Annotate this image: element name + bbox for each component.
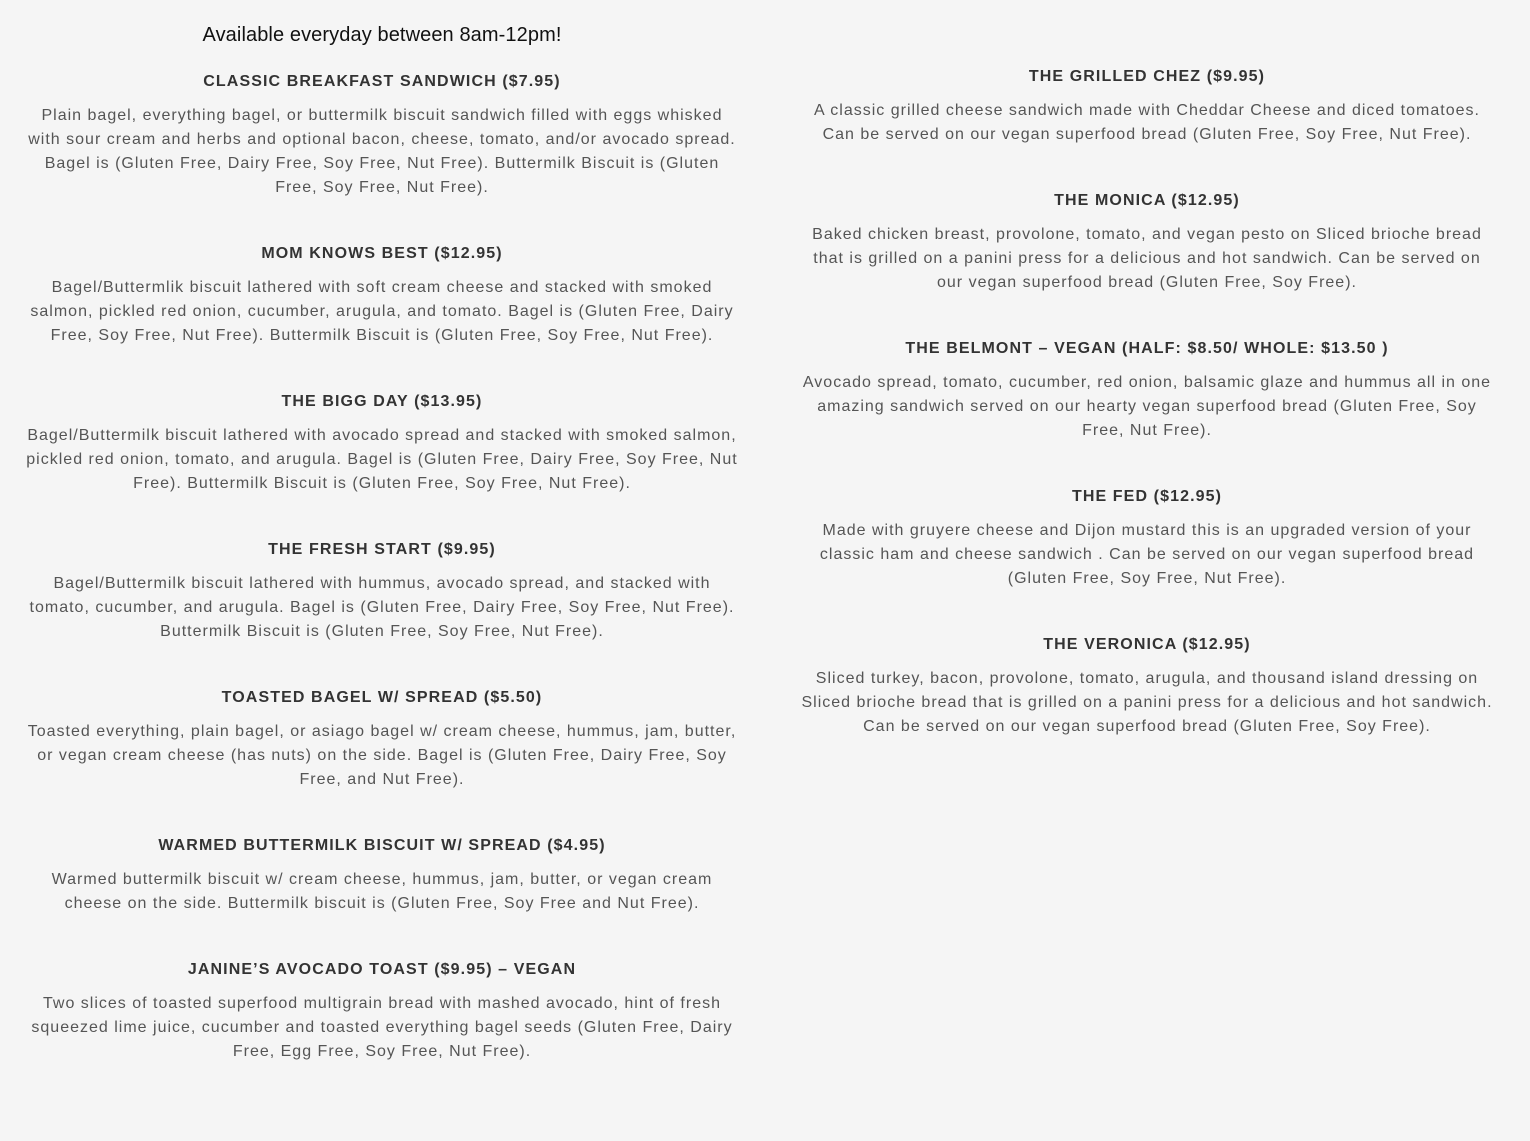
menu-item-description: Plain bagel, everything bagel, or buttermilk biscuit sandwich filled with eggs whisked with sour cream and herbs and optional bacon, cheese, tomato, and/or avocado spread. Bagel is (Gluten Free, Dairy Free, Soy Free, Nut Free). Buttermilk Biscuit is (Gluten Free, Soy Free, Nut Free). xyxy=(28,107,736,196)
menu-item-name: THE FED ($12.95) xyxy=(1071,488,1223,505)
menu-item-name: MOM KNOWS BEST ($12.95) xyxy=(261,245,503,262)
right-menu-column xyxy=(794,0,1500,781)
menu-item xyxy=(22,538,742,644)
menu-item-name: THE VERONICA ($12.95) xyxy=(1043,636,1251,653)
menu-item xyxy=(22,390,742,496)
menu-item-description: Two slices of toasted superfood multigrain bread with mashed avocado, hint of fresh squeezed lime juice, cucumber and toasted everything bagel seeds (Gluten Free, Dairy Free, Egg Free, Soy Free, Nut Free). xyxy=(31,995,733,1060)
menu-item-description: Bagel/Buttermilk biscuit lathered with avocado spread and stacked with smoked salmon, pickled red onion, tomato, and arugula. Bagel is (Gluten Free, Dairy Free, Soy Free, Nut Free). Buttermilk Biscuit is (Gluten Free, Soy Free, Nut Free). xyxy=(26,427,738,492)
menu-item-description: Bagel/Buttermilk biscuit lathered with hummus, avocado spread, and stacked with tomato, cucumber, and arugula. Bagel is (Gluten Free, Dairy Free, Soy Free, Nut Free). Buttermilk Biscuit is (Gluten Free, Soy Free, Nut Free). xyxy=(29,575,735,640)
menu-item-name: THE MONICA ($12.95) xyxy=(1054,192,1240,209)
menu-item-description: Warmed buttermilk biscuit w/ cream cheese, hummus, jam, butter, or vegan cream cheese on the side. Buttermilk biscuit is (Gluten Free, Soy Free and Nut Free). xyxy=(51,871,713,912)
menu-item-description: Sliced turkey, bacon, provolone, tomato, arugula, and thousand island dressing on Sliced brioche bread that is grilled on a panini press for a delicious and hot sandwich. Can be served on our vegan superfood bread (Gluten Free, Soy Free). xyxy=(801,670,1493,735)
menu-item-name: THE BELMONT – VEGAN (HALF: $8.50/ WHOLE: $13.50 ) xyxy=(905,340,1389,357)
menu-item-name: THE BIGG DAY ($13.95) xyxy=(281,393,483,410)
menu-item-name: WARMED BUTTERMILK BISCUIT W/ SPREAD ($4.95) xyxy=(158,837,606,854)
left-menu-column xyxy=(22,0,742,1106)
menu-item-name: THE GRILLED CHEZ ($9.95) xyxy=(1028,68,1266,85)
menu-item-name: TOASTED BAGEL W/ SPREAD ($5.50) xyxy=(221,689,543,706)
menu-item xyxy=(794,189,1500,295)
menu-item-description: Baked chicken breast, provolone, tomato, and vegan pesto on Sliced brioche bread that is grilled on a panini press for a delicious and hot sandwich. Can be served on our vegan superfood bread (Gluten Free, Soy Free). xyxy=(812,226,1482,291)
menu-item xyxy=(22,242,742,348)
menu-item xyxy=(794,65,1500,147)
menu-item xyxy=(794,337,1500,443)
menu-item-description: Made with gruyere cheese and Dijon mustard this is an upgraded version of your classic ham and cheese sandwich . Can be served on our vegan superfood bread (Gluten Free, Soy Free, Nut Free). xyxy=(819,522,1475,587)
availability-note: Available everyday between 8am-12pm! xyxy=(202,24,562,46)
menu-item-description: Bagel/Buttermlik biscuit lathered with soft cream cheese and stacked with smoked salmon, pickled red onion, cucumber, arugula, and tomato. Bagel is (Gluten Free, Dairy Free, Soy Free, Nut Free). Buttermilk Biscuit is (Gluten Free, Soy Free, Nut Free). xyxy=(30,279,734,344)
menu-item xyxy=(794,485,1500,591)
menu-item xyxy=(22,686,742,792)
menu-item-description: Avocado spread, tomato, cucumber, red onion, balsamic glaze and hummus all in one amazing sandwich served on our hearty vegan superfood bread (Gluten Free, Soy Free, Nut Free). xyxy=(802,374,1492,439)
menu-item-name: CLASSIC BREAKFAST SANDWICH ($7.95) xyxy=(203,73,561,90)
menu-item xyxy=(22,70,742,200)
menu-item-description: Toasted everything, plain bagel, or asiago bagel w/ cream cheese, hummus, jam, butter, or vegan cream cheese (has nuts) on the side. Bagel is (Gluten Free, Dairy Free, Soy Free, and Nut Free). xyxy=(27,723,737,788)
menu-item xyxy=(794,633,1500,739)
menu-item xyxy=(22,834,742,916)
menu-item-description: A classic grilled cheese sandwich made with Cheddar Cheese and diced tomatoes. Can be served on our vegan superfood bread (Gluten Free, Soy Free, Nut Free). xyxy=(814,102,1480,143)
menu-item xyxy=(22,958,742,1064)
menu-item-name: THE FRESH START ($9.95) xyxy=(268,541,496,558)
menu-item-name: JANINE’S AVOCADO TOAST ($9.95) – VEGAN xyxy=(187,961,577,978)
left-menu-items xyxy=(22,70,742,1064)
